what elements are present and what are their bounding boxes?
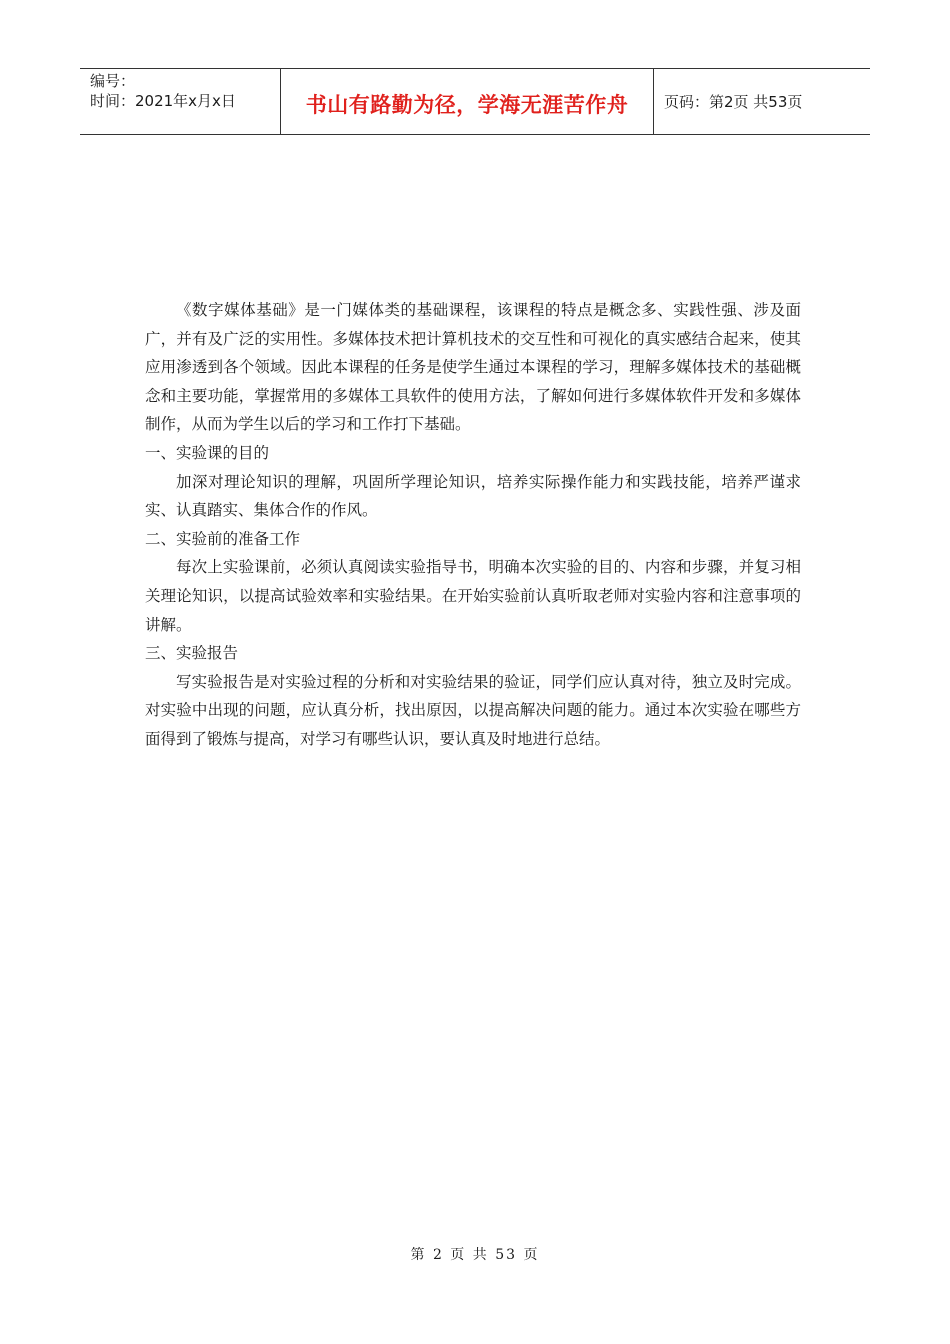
section-heading-report: 三、实验报告 <box>145 644 239 663</box>
section-heading-preparation: 二、实验前的准备工作 <box>145 529 301 548</box>
page-footer: 第 2 页 共 53 页 <box>410 1247 540 1263</box>
header-motto-cell <box>281 69 654 134</box>
header-meta-cell <box>80 69 281 134</box>
document-body <box>145 296 801 754</box>
section-heading-purpose: 一、实验课的目的 <box>145 443 270 462</box>
header-page-cell <box>654 69 870 134</box>
header-page-number: 页码：第2页 共53页 <box>664 93 803 111</box>
document-time-label: 时间：2021年x月x日 <box>90 92 236 110</box>
section-text-preparation: 每次上实验课前，必须认真阅读实验指导书，明确本次实验的目的、内容和步骤，并复习相关理论知识，以提高试验效率和实验结果。在开始实验前认真听取老师对实验内容和注意事项的讲解。 <box>145 558 801 634</box>
document-number-label: 编号： <box>90 72 136 90</box>
intro-paragraph: 《数字媒体基础》是一门媒体类的基础课程，该课程的特点是概念多、实践性强、涉及面广，并有及广泛的实用性。多媒体技术把计算机技术的交互性和可视化的真实感结合起来，使其应用渗透到各个领域。因此本课程的任务是使学生通过本课程的学习，理解多媒体技术的基础概念和主要功能，掌握常用的多媒体工具软件的使用方法，了解如何进行多媒体软件开发和多媒体制作，从而为学生以后的学习和工作打下基础。 <box>145 301 801 434</box>
document-header <box>80 68 870 135</box>
section-text-report: 写实验报告是对实验过程的分析和对实验结果的验证，同学们应认真对待，独立及时完成。对实验中出现的问题，应认真分析，找出原因，以提高解决问题的能力。通过本次实验在哪些方面得到了锻炼与提高，对学习有哪些认识，要认真及时地进行总结。 <box>145 672 801 748</box>
motto-text: 书山有路勤为径，学海无涯苦作舟 <box>305 92 629 117</box>
section-text-purpose: 加深对理论知识的理解，巩固所学理论知识，培养实际操作能力和实践技能，培养严谨求实、认真踏实、集体合作的作风。 <box>145 472 801 520</box>
